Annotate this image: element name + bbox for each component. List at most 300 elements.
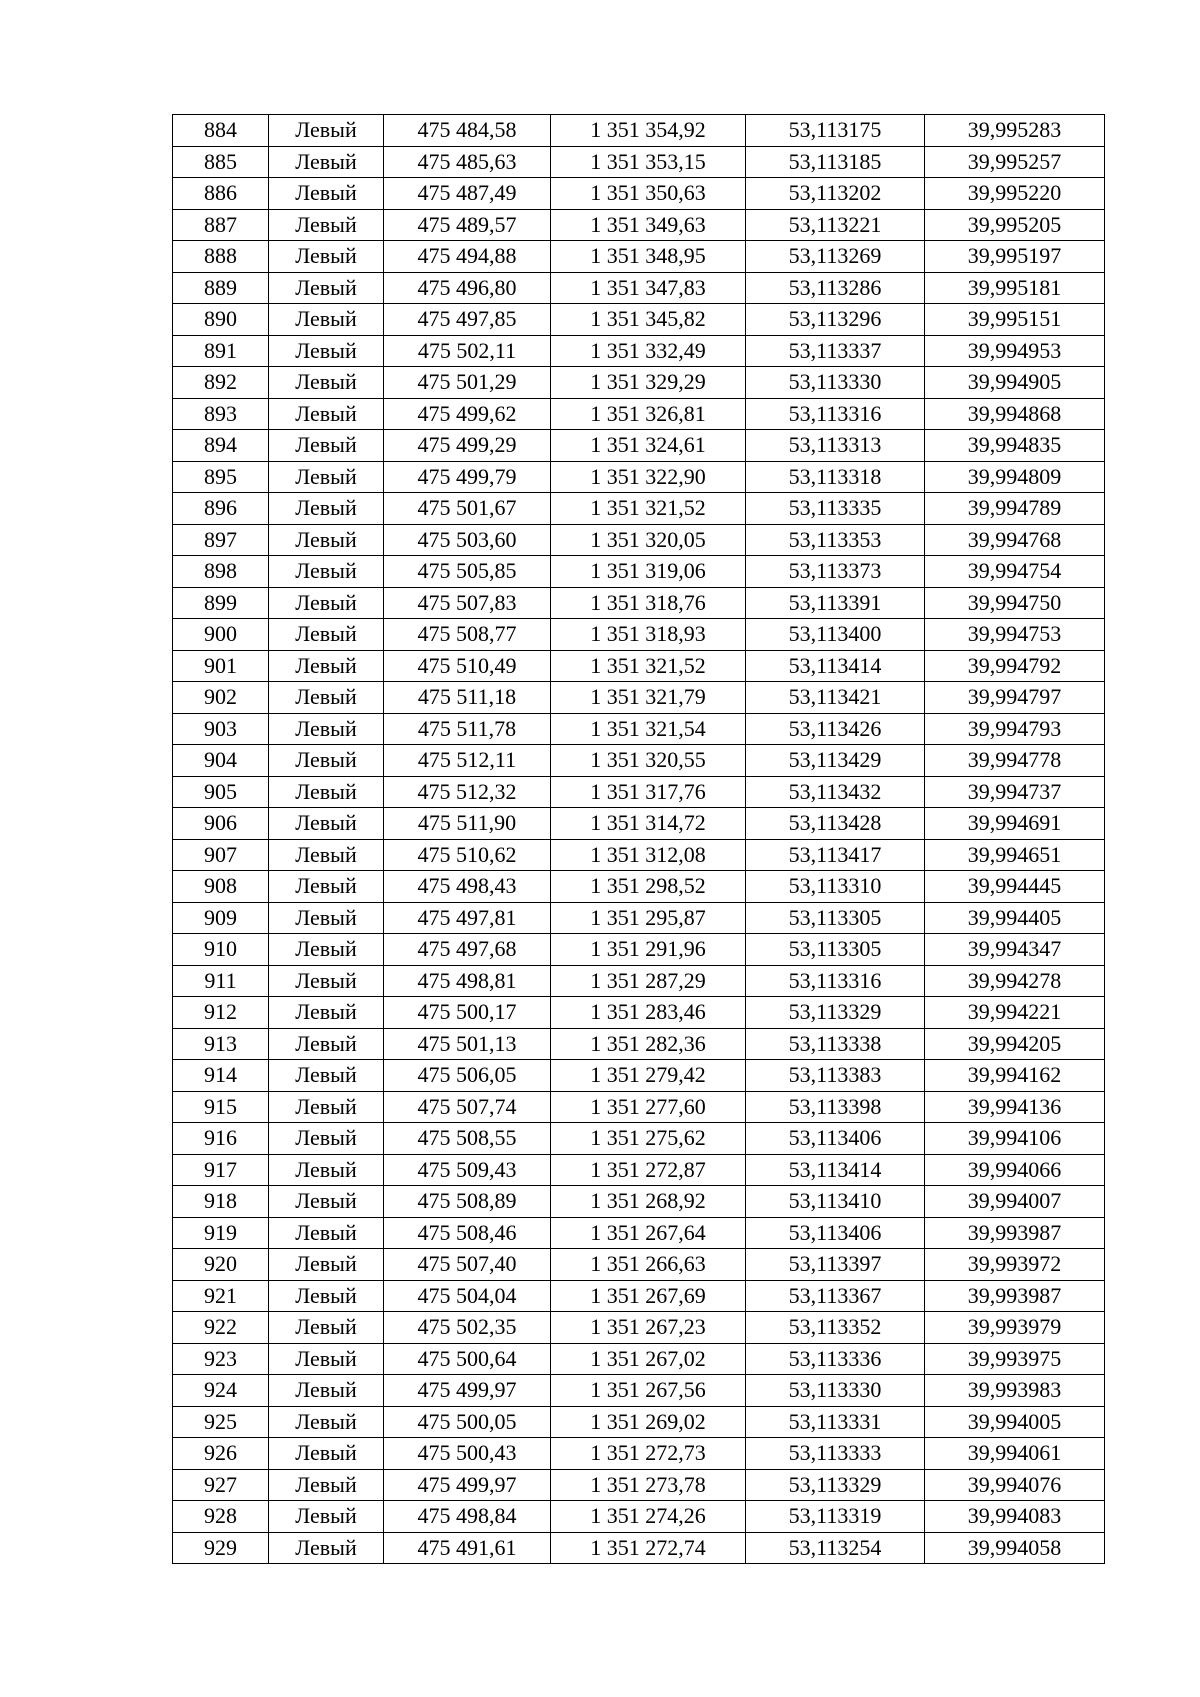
table-row <box>173 146 1105 178</box>
point-number-cell: 913 <box>173 1028 269 1060</box>
side-cell: Левый <box>269 1375 384 1407</box>
table-row <box>173 776 1105 808</box>
longitude-cell: 39,994136 <box>925 1091 1105 1123</box>
table-row <box>173 1060 1105 1092</box>
point-number-cell: 892 <box>173 367 269 399</box>
longitude-cell: 39,995220 <box>925 178 1105 210</box>
table-row <box>173 965 1105 997</box>
x-coordinate-cell: 475 499,62 <box>384 398 551 430</box>
point-number-cell: 911 <box>173 965 269 997</box>
point-number-cell: 918 <box>173 1186 269 1218</box>
side-cell: Левый <box>269 146 384 178</box>
side-cell: Левый <box>269 650 384 682</box>
point-number-cell: 909 <box>173 902 269 934</box>
side-cell: Левый <box>269 1312 384 1344</box>
side-cell: Левый <box>269 839 384 871</box>
longitude-cell: 39,994106 <box>925 1123 1105 1155</box>
latitude-cell: 53,113421 <box>746 682 925 714</box>
longitude-cell: 39,994953 <box>925 335 1105 367</box>
table-row <box>173 1532 1105 1564</box>
longitude-cell: 39,993975 <box>925 1343 1105 1375</box>
table-row <box>173 1154 1105 1186</box>
x-coordinate-cell: 475 508,77 <box>384 619 551 651</box>
x-coordinate-cell: 475 511,78 <box>384 713 551 745</box>
latitude-cell: 53,113202 <box>746 178 925 210</box>
latitude-cell: 53,113305 <box>746 902 925 934</box>
side-cell: Левый <box>269 241 384 273</box>
x-coordinate-cell: 475 498,84 <box>384 1501 551 1533</box>
longitude-cell: 39,994347 <box>925 934 1105 966</box>
y-coordinate-cell: 1 351 322,90 <box>551 461 746 493</box>
side-cell: Левый <box>269 619 384 651</box>
latitude-cell: 53,113383 <box>746 1060 925 1092</box>
longitude-cell: 39,995151 <box>925 304 1105 336</box>
table-row <box>173 1249 1105 1281</box>
latitude-cell: 53,113406 <box>746 1123 925 1155</box>
x-coordinate-cell: 475 501,67 <box>384 493 551 525</box>
latitude-cell: 53,113414 <box>746 650 925 682</box>
x-coordinate-cell: 475 494,88 <box>384 241 551 273</box>
point-number-cell: 895 <box>173 461 269 493</box>
x-coordinate-cell: 475 484,58 <box>384 115 551 147</box>
latitude-cell: 53,113417 <box>746 839 925 871</box>
y-coordinate-cell: 1 351 318,93 <box>551 619 746 651</box>
table-row <box>173 682 1105 714</box>
longitude-cell: 39,994778 <box>925 745 1105 777</box>
side-cell: Левый <box>269 272 384 304</box>
x-coordinate-cell: 475 497,81 <box>384 902 551 934</box>
y-coordinate-cell: 1 351 321,52 <box>551 493 746 525</box>
point-number-cell: 929 <box>173 1532 269 1564</box>
latitude-cell: 53,113319 <box>746 1501 925 1533</box>
y-coordinate-cell: 1 351 267,23 <box>551 1312 746 1344</box>
point-number-cell: 923 <box>173 1343 269 1375</box>
latitude-cell: 53,113331 <box>746 1406 925 1438</box>
table-row <box>173 713 1105 745</box>
side-cell: Левый <box>269 902 384 934</box>
latitude-cell: 53,113410 <box>746 1186 925 1218</box>
y-coordinate-cell: 1 351 267,56 <box>551 1375 746 1407</box>
y-coordinate-cell: 1 351 267,69 <box>551 1280 746 1312</box>
side-cell: Левый <box>269 808 384 840</box>
table-row <box>173 808 1105 840</box>
point-number-cell: 885 <box>173 146 269 178</box>
x-coordinate-cell: 475 505,85 <box>384 556 551 588</box>
latitude-cell: 53,113316 <box>746 398 925 430</box>
x-coordinate-cell: 475 500,17 <box>384 997 551 1029</box>
x-coordinate-cell: 475 487,49 <box>384 178 551 210</box>
table-row <box>173 1028 1105 1060</box>
side-cell: Левый <box>269 1123 384 1155</box>
y-coordinate-cell: 1 351 321,52 <box>551 650 746 682</box>
latitude-cell: 53,113367 <box>746 1280 925 1312</box>
side-cell: Левый <box>269 682 384 714</box>
table-row <box>173 461 1105 493</box>
longitude-cell: 39,994066 <box>925 1154 1105 1186</box>
point-number-cell: 922 <box>173 1312 269 1344</box>
table-row <box>173 1501 1105 1533</box>
y-coordinate-cell: 1 351 279,42 <box>551 1060 746 1092</box>
longitude-cell: 39,994005 <box>925 1406 1105 1438</box>
latitude-cell: 53,113391 <box>746 587 925 619</box>
latitude-cell: 53,113175 <box>746 115 925 147</box>
y-coordinate-cell: 1 351 332,49 <box>551 335 746 367</box>
table-row <box>173 1375 1105 1407</box>
longitude-cell: 39,994445 <box>925 871 1105 903</box>
y-coordinate-cell: 1 351 267,64 <box>551 1217 746 1249</box>
table-row <box>173 902 1105 934</box>
y-coordinate-cell: 1 351 283,46 <box>551 997 746 1029</box>
y-coordinate-cell: 1 351 349,63 <box>551 209 746 241</box>
x-coordinate-cell: 475 491,61 <box>384 1532 551 1564</box>
point-number-cell: 886 <box>173 178 269 210</box>
longitude-cell: 39,993972 <box>925 1249 1105 1281</box>
x-coordinate-cell: 475 501,29 <box>384 367 551 399</box>
side-cell: Левый <box>269 1532 384 1564</box>
y-coordinate-cell: 1 351 318,76 <box>551 587 746 619</box>
point-number-cell: 893 <box>173 398 269 430</box>
point-number-cell: 884 <box>173 115 269 147</box>
side-cell: Левый <box>269 398 384 430</box>
y-coordinate-cell: 1 351 269,02 <box>551 1406 746 1438</box>
y-coordinate-cell: 1 351 348,95 <box>551 241 746 273</box>
y-coordinate-cell: 1 351 266,63 <box>551 1249 746 1281</box>
x-coordinate-cell: 475 485,63 <box>384 146 551 178</box>
longitude-cell: 39,994061 <box>925 1438 1105 1470</box>
table-row <box>173 556 1105 588</box>
x-coordinate-cell: 475 501,13 <box>384 1028 551 1060</box>
longitude-cell: 39,994753 <box>925 619 1105 651</box>
y-coordinate-cell: 1 351 272,73 <box>551 1438 746 1470</box>
side-cell: Левый <box>269 524 384 556</box>
x-coordinate-cell: 475 508,46 <box>384 1217 551 1249</box>
point-number-cell: 926 <box>173 1438 269 1470</box>
x-coordinate-cell: 475 507,83 <box>384 587 551 619</box>
y-coordinate-cell: 1 351 282,36 <box>551 1028 746 1060</box>
y-coordinate-cell: 1 351 272,87 <box>551 1154 746 1186</box>
x-coordinate-cell: 475 507,40 <box>384 1249 551 1281</box>
point-number-cell: 917 <box>173 1154 269 1186</box>
table-row <box>173 209 1105 241</box>
latitude-cell: 53,113286 <box>746 272 925 304</box>
longitude-cell: 39,995181 <box>925 272 1105 304</box>
side-cell: Левый <box>269 430 384 462</box>
latitude-cell: 53,113353 <box>746 524 925 556</box>
longitude-cell: 39,994809 <box>925 461 1105 493</box>
longitude-cell: 39,994405 <box>925 902 1105 934</box>
side-cell: Левый <box>269 871 384 903</box>
y-coordinate-cell: 1 351 329,29 <box>551 367 746 399</box>
latitude-cell: 53,113426 <box>746 713 925 745</box>
side-cell: Левый <box>269 367 384 399</box>
latitude-cell: 53,113406 <box>746 1217 925 1249</box>
coordinates-table-body <box>173 115 1105 1564</box>
table-row <box>173 871 1105 903</box>
y-coordinate-cell: 1 351 268,92 <box>551 1186 746 1218</box>
point-number-cell: 921 <box>173 1280 269 1312</box>
x-coordinate-cell: 475 498,81 <box>384 965 551 997</box>
point-number-cell: 890 <box>173 304 269 336</box>
x-coordinate-cell: 475 503,60 <box>384 524 551 556</box>
latitude-cell: 53,113333 <box>746 1438 925 1470</box>
x-coordinate-cell: 475 507,74 <box>384 1091 551 1123</box>
longitude-cell: 39,994789 <box>925 493 1105 525</box>
point-number-cell: 897 <box>173 524 269 556</box>
point-number-cell: 906 <box>173 808 269 840</box>
side-cell: Левый <box>269 1438 384 1470</box>
x-coordinate-cell: 475 512,32 <box>384 776 551 808</box>
y-coordinate-cell: 1 351 291,96 <box>551 934 746 966</box>
point-number-cell: 896 <box>173 493 269 525</box>
y-coordinate-cell: 1 351 273,78 <box>551 1469 746 1501</box>
latitude-cell: 53,113373 <box>746 556 925 588</box>
longitude-cell: 39,995257 <box>925 146 1105 178</box>
x-coordinate-cell: 475 511,90 <box>384 808 551 840</box>
longitude-cell: 39,994651 <box>925 839 1105 871</box>
longitude-cell: 39,994162 <box>925 1060 1105 1092</box>
side-cell: Левый <box>269 1154 384 1186</box>
longitude-cell: 39,994792 <box>925 650 1105 682</box>
latitude-cell: 53,113310 <box>746 871 925 903</box>
longitude-cell: 39,994083 <box>925 1501 1105 1533</box>
latitude-cell: 53,113414 <box>746 1154 925 1186</box>
latitude-cell: 53,113397 <box>746 1249 925 1281</box>
latitude-cell: 53,113329 <box>746 1469 925 1501</box>
y-coordinate-cell: 1 351 312,08 <box>551 839 746 871</box>
point-number-cell: 916 <box>173 1123 269 1155</box>
side-cell: Левый <box>269 1028 384 1060</box>
x-coordinate-cell: 475 506,05 <box>384 1060 551 1092</box>
x-coordinate-cell: 475 508,89 <box>384 1186 551 1218</box>
y-coordinate-cell: 1 351 272,74 <box>551 1532 746 1564</box>
table-row <box>173 997 1105 1029</box>
point-number-cell: 908 <box>173 871 269 903</box>
x-coordinate-cell: 475 502,11 <box>384 335 551 367</box>
y-coordinate-cell: 1 351 321,54 <box>551 713 746 745</box>
latitude-cell: 53,113269 <box>746 241 925 273</box>
point-number-cell: 925 <box>173 1406 269 1438</box>
point-number-cell: 924 <box>173 1375 269 1407</box>
point-number-cell: 920 <box>173 1249 269 1281</box>
side-cell: Левый <box>269 1091 384 1123</box>
point-number-cell: 903 <box>173 713 269 745</box>
table-row <box>173 367 1105 399</box>
table-row <box>173 335 1105 367</box>
point-number-cell: 889 <box>173 272 269 304</box>
table-row <box>173 650 1105 682</box>
side-cell: Левый <box>269 965 384 997</box>
longitude-cell: 39,994768 <box>925 524 1105 556</box>
side-cell: Левый <box>269 493 384 525</box>
y-coordinate-cell: 1 351 354,92 <box>551 115 746 147</box>
longitude-cell: 39,994797 <box>925 682 1105 714</box>
x-coordinate-cell: 475 499,79 <box>384 461 551 493</box>
x-coordinate-cell: 475 511,18 <box>384 682 551 714</box>
longitude-cell: 39,994221 <box>925 997 1105 1029</box>
side-cell: Левый <box>269 1501 384 1533</box>
x-coordinate-cell: 475 512,11 <box>384 745 551 777</box>
point-number-cell: 900 <box>173 619 269 651</box>
y-coordinate-cell: 1 351 350,63 <box>551 178 746 210</box>
y-coordinate-cell: 1 351 321,79 <box>551 682 746 714</box>
table-row <box>173 272 1105 304</box>
side-cell: Левый <box>269 1280 384 1312</box>
point-number-cell: 905 <box>173 776 269 808</box>
x-coordinate-cell: 475 496,80 <box>384 272 551 304</box>
x-coordinate-cell: 475 500,05 <box>384 1406 551 1438</box>
point-number-cell: 902 <box>173 682 269 714</box>
side-cell: Левый <box>269 1469 384 1501</box>
table-row <box>173 839 1105 871</box>
table-row <box>173 1186 1105 1218</box>
latitude-cell: 53,113398 <box>746 1091 925 1123</box>
latitude-cell: 53,113432 <box>746 776 925 808</box>
latitude-cell: 53,113316 <box>746 965 925 997</box>
side-cell: Левый <box>269 1406 384 1438</box>
longitude-cell: 39,994076 <box>925 1469 1105 1501</box>
longitude-cell: 39,994905 <box>925 367 1105 399</box>
latitude-cell: 53,113400 <box>746 619 925 651</box>
latitude-cell: 53,113352 <box>746 1312 925 1344</box>
point-number-cell: 888 <box>173 241 269 273</box>
side-cell: Левый <box>269 115 384 147</box>
longitude-cell: 39,994737 <box>925 776 1105 808</box>
longitude-cell: 39,993979 <box>925 1312 1105 1344</box>
x-coordinate-cell: 475 499,29 <box>384 430 551 462</box>
point-number-cell: 914 <box>173 1060 269 1092</box>
x-coordinate-cell: 475 510,49 <box>384 650 551 682</box>
longitude-cell: 39,994868 <box>925 398 1105 430</box>
table-row <box>173 1280 1105 1312</box>
longitude-cell: 39,994278 <box>925 965 1105 997</box>
latitude-cell: 53,113318 <box>746 461 925 493</box>
y-coordinate-cell: 1 351 295,87 <box>551 902 746 934</box>
point-number-cell: 894 <box>173 430 269 462</box>
latitude-cell: 53,113305 <box>746 934 925 966</box>
x-coordinate-cell: 475 508,55 <box>384 1123 551 1155</box>
table-row <box>173 745 1105 777</box>
side-cell: Левый <box>269 934 384 966</box>
latitude-cell: 53,113329 <box>746 997 925 1029</box>
table-row <box>173 430 1105 462</box>
x-coordinate-cell: 475 504,04 <box>384 1280 551 1312</box>
x-coordinate-cell: 475 500,43 <box>384 1438 551 1470</box>
longitude-cell: 39,994835 <box>925 430 1105 462</box>
latitude-cell: 53,113429 <box>746 745 925 777</box>
latitude-cell: 53,113254 <box>746 1532 925 1564</box>
x-coordinate-cell: 475 499,97 <box>384 1469 551 1501</box>
table-row <box>173 1469 1105 1501</box>
side-cell: Левый <box>269 1060 384 1092</box>
x-coordinate-cell: 475 500,64 <box>384 1343 551 1375</box>
x-coordinate-cell: 475 497,85 <box>384 304 551 336</box>
table-row <box>173 1438 1105 1470</box>
x-coordinate-cell: 475 489,57 <box>384 209 551 241</box>
longitude-cell: 39,994058 <box>925 1532 1105 1564</box>
latitude-cell: 53,113335 <box>746 493 925 525</box>
point-number-cell: 904 <box>173 745 269 777</box>
point-number-cell: 919 <box>173 1217 269 1249</box>
point-number-cell: 891 <box>173 335 269 367</box>
longitude-cell: 39,993983 <box>925 1375 1105 1407</box>
table-row <box>173 619 1105 651</box>
side-cell: Левый <box>269 1217 384 1249</box>
point-number-cell: 928 <box>173 1501 269 1533</box>
table-row <box>173 1312 1105 1344</box>
point-number-cell: 927 <box>173 1469 269 1501</box>
longitude-cell: 39,993987 <box>925 1217 1105 1249</box>
side-cell: Левый <box>269 776 384 808</box>
latitude-cell: 53,113337 <box>746 335 925 367</box>
y-coordinate-cell: 1 351 347,83 <box>551 272 746 304</box>
point-number-cell: 899 <box>173 587 269 619</box>
table-row <box>173 587 1105 619</box>
side-cell: Левый <box>269 745 384 777</box>
side-cell: Левый <box>269 997 384 1029</box>
side-cell: Левый <box>269 209 384 241</box>
longitude-cell: 39,994691 <box>925 808 1105 840</box>
y-coordinate-cell: 1 351 274,26 <box>551 1501 746 1533</box>
table-row <box>173 934 1105 966</box>
latitude-cell: 53,113221 <box>746 209 925 241</box>
table-row <box>173 115 1105 147</box>
side-cell: Левый <box>269 1249 384 1281</box>
side-cell: Левый <box>269 461 384 493</box>
point-number-cell: 907 <box>173 839 269 871</box>
longitude-cell: 39,995283 <box>925 115 1105 147</box>
y-coordinate-cell: 1 351 267,02 <box>551 1343 746 1375</box>
y-coordinate-cell: 1 351 345,82 <box>551 304 746 336</box>
table-row <box>173 1406 1105 1438</box>
side-cell: Левый <box>269 1186 384 1218</box>
table-row <box>173 398 1105 430</box>
side-cell: Левый <box>269 713 384 745</box>
x-coordinate-cell: 475 499,97 <box>384 1375 551 1407</box>
y-coordinate-cell: 1 351 320,55 <box>551 745 746 777</box>
table-row <box>173 524 1105 556</box>
point-number-cell: 910 <box>173 934 269 966</box>
longitude-cell: 39,994793 <box>925 713 1105 745</box>
longitude-cell: 39,995197 <box>925 241 1105 273</box>
latitude-cell: 53,113296 <box>746 304 925 336</box>
latitude-cell: 53,113338 <box>746 1028 925 1060</box>
table-row <box>173 178 1105 210</box>
latitude-cell: 53,113330 <box>746 367 925 399</box>
point-number-cell: 912 <box>173 997 269 1029</box>
y-coordinate-cell: 1 351 324,61 <box>551 430 746 462</box>
point-number-cell: 887 <box>173 209 269 241</box>
table-row <box>173 1343 1105 1375</box>
x-coordinate-cell: 475 510,62 <box>384 839 551 871</box>
latitude-cell: 53,113313 <box>746 430 925 462</box>
y-coordinate-cell: 1 351 326,81 <box>551 398 746 430</box>
longitude-cell: 39,993987 <box>925 1280 1105 1312</box>
side-cell: Левый <box>269 335 384 367</box>
table-row <box>173 1091 1105 1123</box>
y-coordinate-cell: 1 351 314,72 <box>551 808 746 840</box>
y-coordinate-cell: 1 351 317,76 <box>551 776 746 808</box>
x-coordinate-cell: 475 502,35 <box>384 1312 551 1344</box>
table-row <box>173 304 1105 336</box>
side-cell: Левый <box>269 1343 384 1375</box>
longitude-cell: 39,995205 <box>925 209 1105 241</box>
longitude-cell: 39,994007 <box>925 1186 1105 1218</box>
table-row <box>173 493 1105 525</box>
latitude-cell: 53,113330 <box>746 1375 925 1407</box>
latitude-cell: 53,113336 <box>746 1343 925 1375</box>
latitude-cell: 53,113428 <box>746 808 925 840</box>
table-row <box>173 241 1105 273</box>
